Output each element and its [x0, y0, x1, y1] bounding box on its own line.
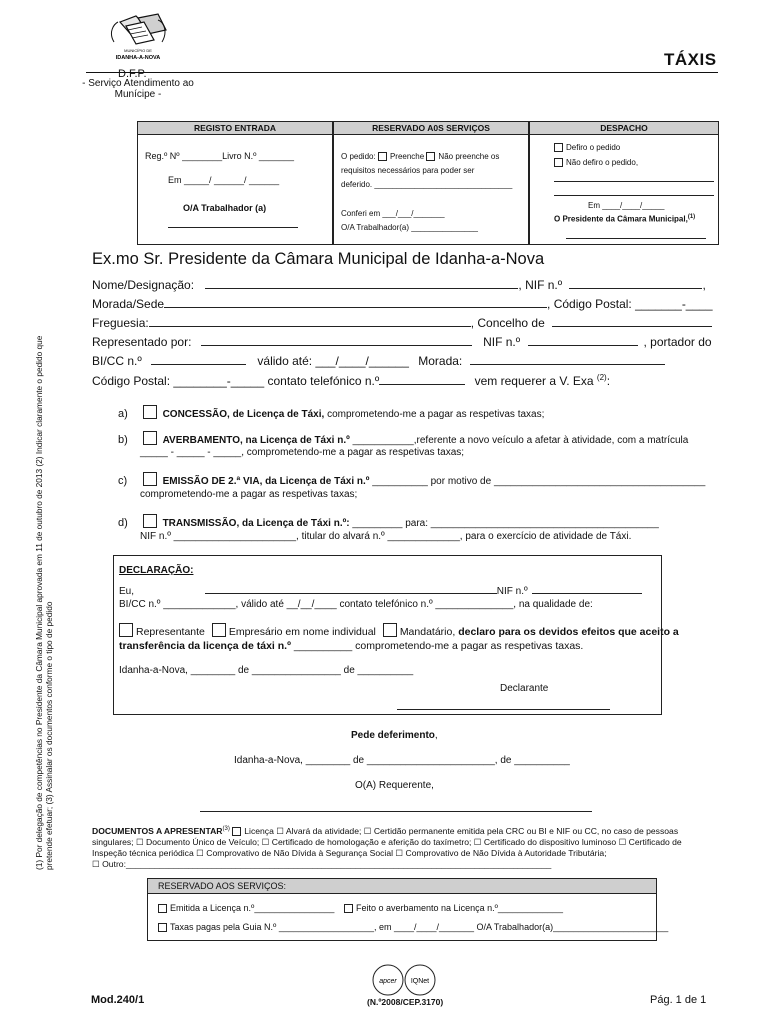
option-a-checkbox[interactable]	[143, 405, 157, 419]
reservado-line2: requisitos necessários para poder ser	[341, 166, 475, 175]
mandatario-label: Mandatário,	[399, 626, 456, 638]
department-label: D.F.P.	[118, 68, 147, 80]
mandatario-checkbox[interactable]	[383, 623, 397, 637]
registo-line2: Em _____/ ______/ ______	[168, 175, 280, 185]
contato-field[interactable]	[379, 374, 465, 385]
registo-trabalhador: O/A Trabalhador (a)	[183, 203, 267, 213]
model-number: Mod.240/1	[91, 994, 145, 1006]
reference-number: (N.º2008/CEP.3170)	[367, 997, 444, 1007]
reservado-conferi: Conferi em ___/___/_______	[341, 209, 445, 218]
option-d-text: _________ para: _________________________________________	[352, 518, 659, 529]
title-divider	[86, 72, 718, 73]
nao-defiro-row	[554, 158, 638, 167]
freguesia-label: Freguesia:	[92, 316, 149, 330]
emitida-row	[158, 903, 334, 913]
valido-label: válido até: ___/____/______	[257, 354, 409, 368]
declaracao-bicc: BI/CC n.º _____________, válido até __/__/____ contato telefónico n.º ______________, na qualidade de:	[119, 599, 593, 610]
declaro-label: declaro para os devidos efeitos que aceito a	[458, 626, 679, 638]
nome-row: Nome/Designação: , NIF n.º ,	[92, 278, 706, 292]
option-c-checkbox[interactable]	[143, 472, 157, 486]
declaracao-box	[113, 555, 679, 715]
preenche-checkbox[interactable]	[378, 152, 387, 161]
presidente-label: O Presidente da Câmara Municipal,	[554, 214, 688, 224]
svg-text:IQNet: IQNet	[410, 978, 430, 985]
empresario-label: Empresário em nome individual	[228, 626, 376, 638]
codigo-postal-label: , Código Postal: _______-____	[547, 297, 713, 311]
option-c-letter: c)	[118, 475, 128, 487]
service-label: - Serviço Atendimento ao Munícipe -	[82, 78, 194, 100]
representante-checkbox[interactable]	[119, 623, 133, 637]
requerer-footnote: (2)	[596, 373, 607, 382]
option-a-text: comprometendo-me a pagar as respetivas taxas;	[327, 409, 545, 420]
registo-heading: REGISTO ENTRADA	[137, 121, 333, 135]
pedido-label: O pedido:	[341, 152, 376, 161]
registo-box	[137, 135, 333, 245]
taxas-checkbox[interactable]	[158, 923, 167, 932]
despacho-line-2	[554, 195, 714, 196]
nif-label: , NIF n.º	[518, 278, 563, 292]
requerente-label: O(A) Requerente,	[355, 780, 434, 791]
reservado-pedido	[341, 152, 499, 161]
nif2-field[interactable]	[528, 335, 638, 346]
cp2-label: Código Postal: ________-_____	[92, 374, 265, 388]
defiro-row	[554, 143, 620, 152]
documentos-section	[92, 824, 722, 870]
reservado2-heading: RESERVADO AOS SERVIÇOS:	[147, 878, 657, 894]
option-c-text: __________ por motivo de ______________________________________	[372, 476, 706, 487]
defiro-checkbox[interactable]	[554, 143, 563, 152]
morada2-field[interactable]	[470, 354, 665, 365]
side-footnote-line2: pretende efetuar; (3) Assinalar os documentos conforme o tipo de pedido	[44, 601, 54, 870]
salutation: Ex.mo Sr. Presidente da Câmara Municipal de Idanha-a-Nova	[92, 250, 545, 268]
reservado2-box	[147, 893, 669, 941]
emitida-label: Emitida a Licença n.º________________	[170, 903, 335, 913]
option-d	[118, 514, 659, 529]
bicc-field[interactable]	[151, 354, 246, 365]
morada-field[interactable]	[164, 297, 547, 308]
taxas-row	[158, 922, 668, 932]
declaracao-local-date: Idanha-a-Nova, ________ de ________________ de __________	[119, 665, 414, 676]
registo-signature-line	[168, 227, 298, 228]
option-b	[118, 431, 688, 446]
option-b-title: AVERBAMENTO, na Licença de Táxi n.º	[162, 435, 350, 446]
nome-field[interactable]	[205, 278, 518, 289]
bicc-label: BI/CC n.º	[92, 354, 142, 368]
declaracao-heading: DECLARAÇÃO:	[119, 565, 194, 576]
reservado-line3: deferido. _______________________________	[341, 180, 513, 189]
morada-label: Morada/Sede	[92, 297, 165, 311]
empresario-checkbox[interactable]	[212, 623, 226, 637]
option-a-letter: a)	[118, 408, 128, 420]
nao-preenche-label: Não preenche os	[438, 152, 500, 161]
municipal-logo	[98, 12, 178, 64]
feito-row	[344, 903, 563, 913]
licenca-checkbox[interactable]	[232, 827, 241, 836]
option-d-title: TRANSMISSÃO, da Licença de Táxi n.º:	[162, 518, 350, 529]
bicc-row	[92, 354, 665, 368]
nif-field[interactable]	[569, 278, 702, 289]
transferencia-label: transferência da licença de táxi n.º	[119, 640, 291, 652]
nao-preenche-checkbox[interactable]	[426, 152, 435, 161]
pede-comma: ,	[434, 730, 438, 741]
requerente-signature-line	[200, 811, 592, 812]
concelho-label: , Concelho de	[470, 316, 545, 330]
nif2-label: NIF n.º	[483, 335, 521, 349]
eu-label: Eu,	[119, 586, 135, 597]
taxas-label: Taxas pagas pela Guia N.º ___________________, em ____/____/_______ O/A Trabalhador(a)_______________________	[170, 922, 669, 932]
option-b-line2: _____ - _____ - _____, comprometendo-me a pagar as respetivas taxas;	[140, 447, 465, 458]
reservado-heading: RESERVADO A0S SERVIÇOS	[333, 121, 529, 135]
documentos-line1	[92, 824, 722, 837]
side-footnote-line1: (1) Por delegação de competências no Presidente da Câmara Municipal aprovada em 11 de outubro de 2013 (2) Indicar claramente o pedido que	[34, 335, 44, 870]
preenche-label: Preenche	[389, 152, 425, 161]
option-d-line2: NIF n.º ______________________, titular do alvará n.º _____________, para o exercício de atividade de Táxi.	[140, 531, 632, 542]
feito-label: Feito o averbamento na Licença n.º_____________	[356, 903, 563, 913]
morada-row	[92, 297, 713, 311]
reservado-trabalhador: O/A Trabalhador(a) _______________	[341, 223, 478, 232]
despacho-presidente	[554, 214, 695, 224]
declarante-signature-line	[397, 709, 610, 710]
portador-label: , portador do	[643, 335, 712, 349]
declaracao-transferencia-row	[119, 640, 583, 652]
option-c-title: EMISSÃO DE 2.ª VIA, da Licença de Táxi n.º	[162, 476, 370, 487]
documentos-footnote: (3)	[222, 826, 230, 832]
representado-row	[92, 335, 714, 349]
documentos-line2: singulares; ☐ Documento Único de Veículo; ☐ Certificado de homologação e aferição do taxímetro; ☐ Certificado do dispositivo luminoso ☐ Certificado de	[92, 836, 682, 847]
option-b-letter: b)	[118, 434, 128, 446]
presidente-footnote: (1)	[687, 214, 696, 220]
option-a	[118, 405, 544, 420]
requerer-colon: :	[606, 374, 611, 388]
option-c-line2: comprometendo-me a pagar as respetivas taxas;	[140, 489, 358, 500]
option-d-checkbox[interactable]	[143, 514, 157, 528]
despacho-signature-line	[566, 238, 706, 239]
despacho-heading: DESPACHO	[529, 121, 719, 135]
side-footnotes	[34, 310, 54, 870]
page-number: Pág. 1 de 1	[650, 994, 707, 1006]
document-title: TÁXIS	[664, 50, 717, 69]
svg-text:apcer: apcer	[379, 978, 397, 985]
freguesia-field[interactable]	[149, 316, 471, 327]
freguesia-row	[92, 316, 712, 330]
despacho-date: Em ____/____/_____	[588, 201, 665, 210]
defiro-label: Defiro o pedido	[566, 143, 621, 152]
option-d-letter: d)	[118, 517, 128, 529]
decl-nif-label: NIF n.º	[496, 586, 528, 597]
representado-label: Representado por:	[92, 335, 192, 349]
morada2-label: Morada:	[418, 354, 463, 368]
option-b-checkbox[interactable]	[143, 431, 157, 445]
emitida-checkbox[interactable]	[158, 904, 167, 913]
contato-label: contato telefónico n.º	[267, 374, 380, 388]
option-c	[118, 472, 705, 487]
registo-line1: Reg.º Nº ________Livro N.º _______	[145, 151, 294, 161]
nao-defiro-label: Não defiro o pedido,	[566, 158, 639, 167]
representante-label: Representante	[136, 626, 205, 638]
feito-checkbox[interactable]	[344, 904, 353, 913]
nome-label: Nome/Designação:	[92, 278, 195, 292]
deferimento-local-date: Idanha-a-Nova, ________ de _______________________, de __________	[234, 755, 570, 766]
concelho-field[interactable]	[552, 316, 712, 327]
transferencia-text: __________ comprometendo-me a pagar as respetivas taxas.	[293, 640, 584, 652]
cp2-row	[92, 373, 610, 388]
certification-stamp	[371, 963, 437, 997]
nao-defiro-checkbox[interactable]	[554, 158, 563, 167]
decl-nif-field[interactable]	[532, 583, 642, 594]
svg-text:IDANHA-A-NOVA: IDANHA-A-NOVA	[115, 55, 161, 61]
pede-label: Pede deferimento	[351, 730, 435, 741]
declarante-label: Declarante	[500, 683, 549, 694]
declaracao-qualidade-row	[119, 623, 679, 638]
declaracao-eu-row	[119, 583, 659, 597]
option-b-text: ___________,referente a novo veículo a afetar à atividade, com a matrícula	[352, 435, 689, 446]
documentos-text1: Licença ☐ Alvará da atividade; ☐ Certidão permanente emitida pela CRC ou BI e NIF ou CC, no caso de pessoas	[244, 825, 679, 836]
documentos-line4: ☐ Outro:_________________________________________________________________________________________	[92, 858, 552, 869]
despacho-box	[529, 135, 719, 245]
pede-deferimento	[351, 730, 438, 741]
reservado-box	[333, 135, 529, 245]
documentos-line3: Inspeção técnica periódica ☐ Comprovativo de Não Dívida à Segurança Social ☐ Comprovativo de Não Dívida à Autoridade Tributária;	[92, 847, 607, 858]
documentos-heading: DOCUMENTOS A APRESENTAR	[92, 825, 223, 836]
requerer-label: vem requerer a V. Exa	[474, 374, 594, 388]
despacho-line-1	[554, 181, 714, 182]
eu-field[interactable]	[205, 583, 497, 594]
option-a-title: CONCESSÃO, de Licença de Táxi,	[162, 409, 325, 420]
svg-text:MUNICÍPIO DE: MUNICÍPIO DE	[124, 48, 152, 53]
representado-field[interactable]	[201, 335, 472, 346]
